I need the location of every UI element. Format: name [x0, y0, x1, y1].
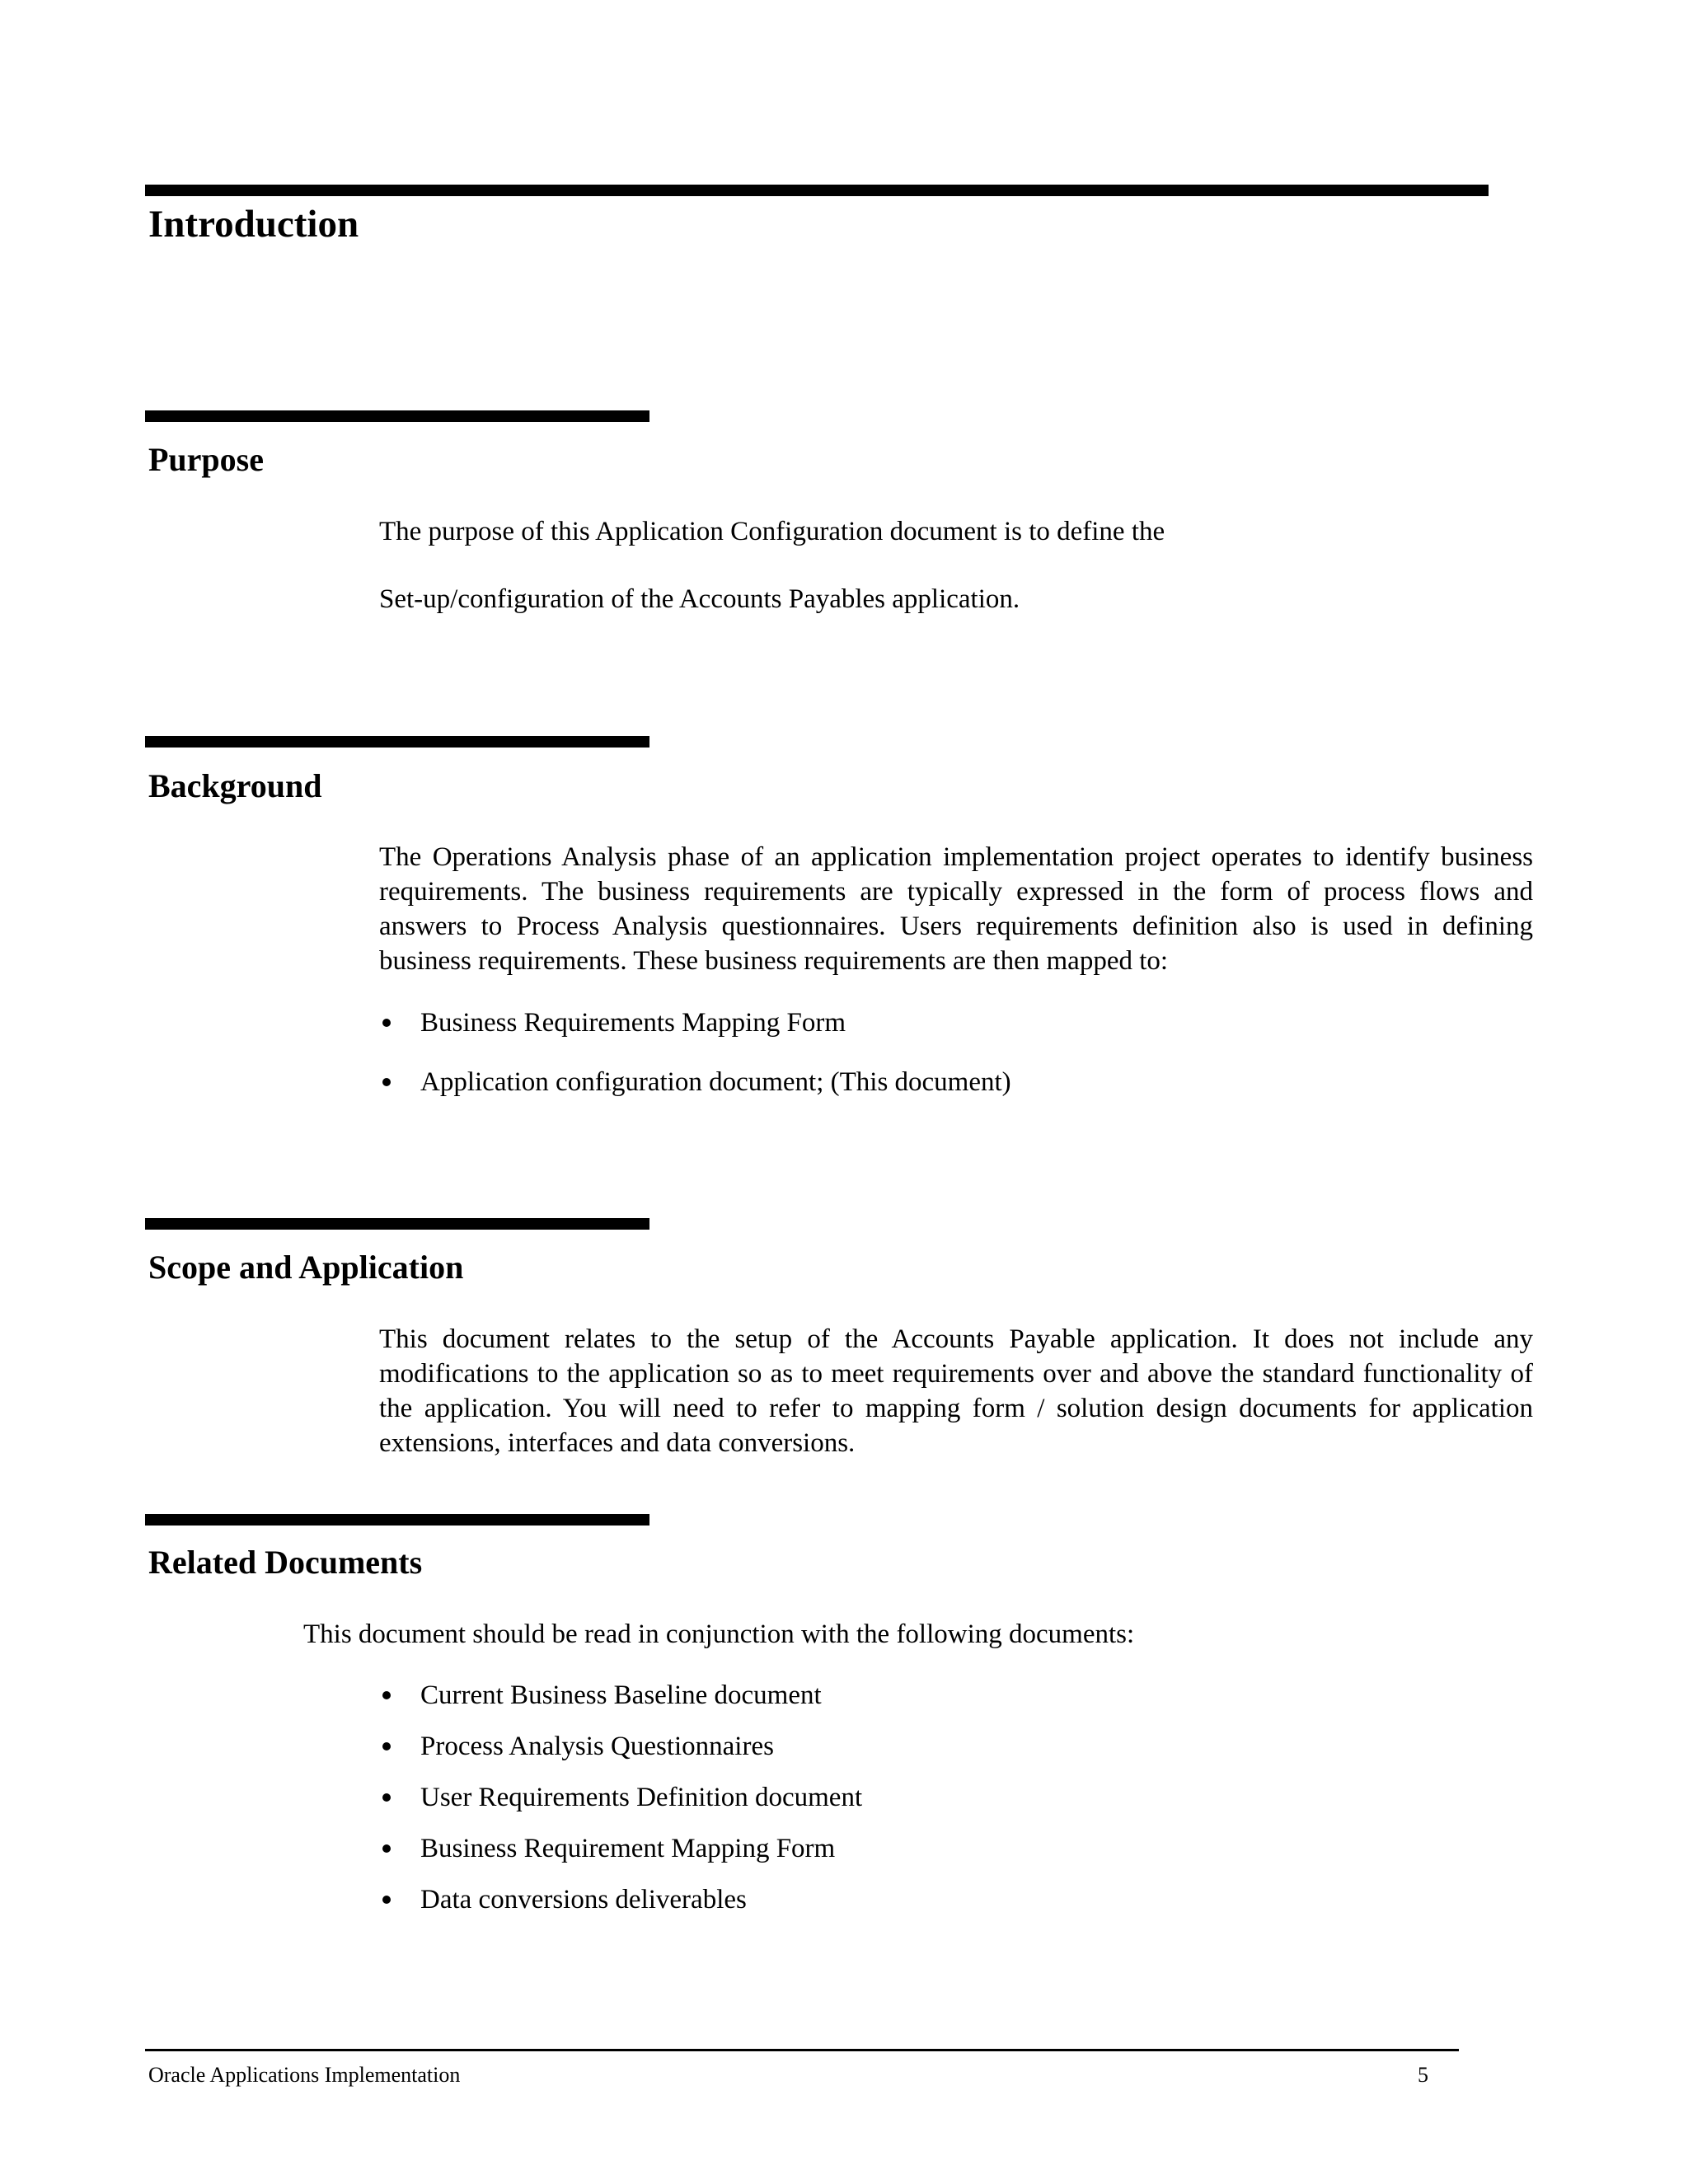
- list-item: [379, 1780, 862, 1815]
- related-bullet-list: [379, 1678, 862, 1917]
- footer-rule: [145, 2049, 1459, 2051]
- section-heading-related: Related Documents: [148, 1544, 423, 1581]
- section-rule-scope: [145, 1218, 649, 1230]
- purpose-line-1: The purpose of this Application Configuration document is to define the: [379, 517, 1165, 546]
- section-rule-related: [145, 1514, 649, 1526]
- chapter-title: Introduction: [148, 203, 359, 246]
- list-item: [379, 1882, 862, 1917]
- section-rule-purpose: [145, 410, 649, 422]
- list-item-text: User Requirements Definition document: [420, 1783, 863, 1812]
- bullet-icon: [382, 1691, 391, 1699]
- background-paragraph: The Operations Analysis phase of an application implementation project operates to identify business requirements. The business requirements are typically expressed in the form of process flows and answers to Process Analysis questionnaires. Users requirements definition also is used in defining business requirements. These business requirements are then mapped to:: [379, 842, 1533, 976]
- bullet-icon: [382, 1896, 391, 1904]
- scope-paragraph: This document relates to the setup of the Accounts Payable application. It does not include any modifications to the application so as to meet requirements over and above the standard functionality of the application. You will need to refer to mapping form / solution design documents for application extensions, interfaces and data conversions.: [379, 1324, 1533, 1458]
- footer-title: Oracle Applications Implementation: [148, 2063, 461, 2087]
- related-intro: This document should be read in conjunction with the following documents:: [303, 1619, 1135, 1649]
- bullet-icon: [382, 1844, 391, 1853]
- list-item-text: Data conversions deliverables: [420, 1885, 747, 1915]
- bullet-icon: [382, 1742, 391, 1750]
- section-heading-scope: Scope and Application: [148, 1249, 464, 1286]
- list-item: [379, 1005, 1011, 1040]
- list-item-text: Application configuration document; (This document): [420, 1067, 1011, 1097]
- list-item: [379, 1065, 1011, 1099]
- list-item-text: Current Business Baseline document: [420, 1680, 822, 1710]
- bullet-icon: [382, 1019, 391, 1027]
- list-item: [379, 1729, 862, 1764]
- purpose-line-2: Set-up/configuration of the Accounts Payables application.: [379, 584, 1020, 614]
- list-item: [379, 1678, 862, 1713]
- background-bullet-list: [379, 1005, 1011, 1099]
- list-item-text: Business Requirements Mapping Form: [420, 1008, 846, 1038]
- list-item-text: Process Analysis Questionnaires: [420, 1732, 774, 1761]
- section-heading-background: Background: [148, 767, 322, 804]
- chapter-rule: [145, 185, 1489, 196]
- bullet-icon: [382, 1793, 391, 1802]
- section-heading-purpose: Purpose: [148, 441, 264, 478]
- section-rule-background: [145, 736, 649, 748]
- list-item: [379, 1831, 862, 1866]
- list-item-text: Business Requirement Mapping Form: [420, 1834, 836, 1863]
- bullet-icon: [382, 1078, 391, 1086]
- page-number: 5: [1418, 2063, 1428, 2087]
